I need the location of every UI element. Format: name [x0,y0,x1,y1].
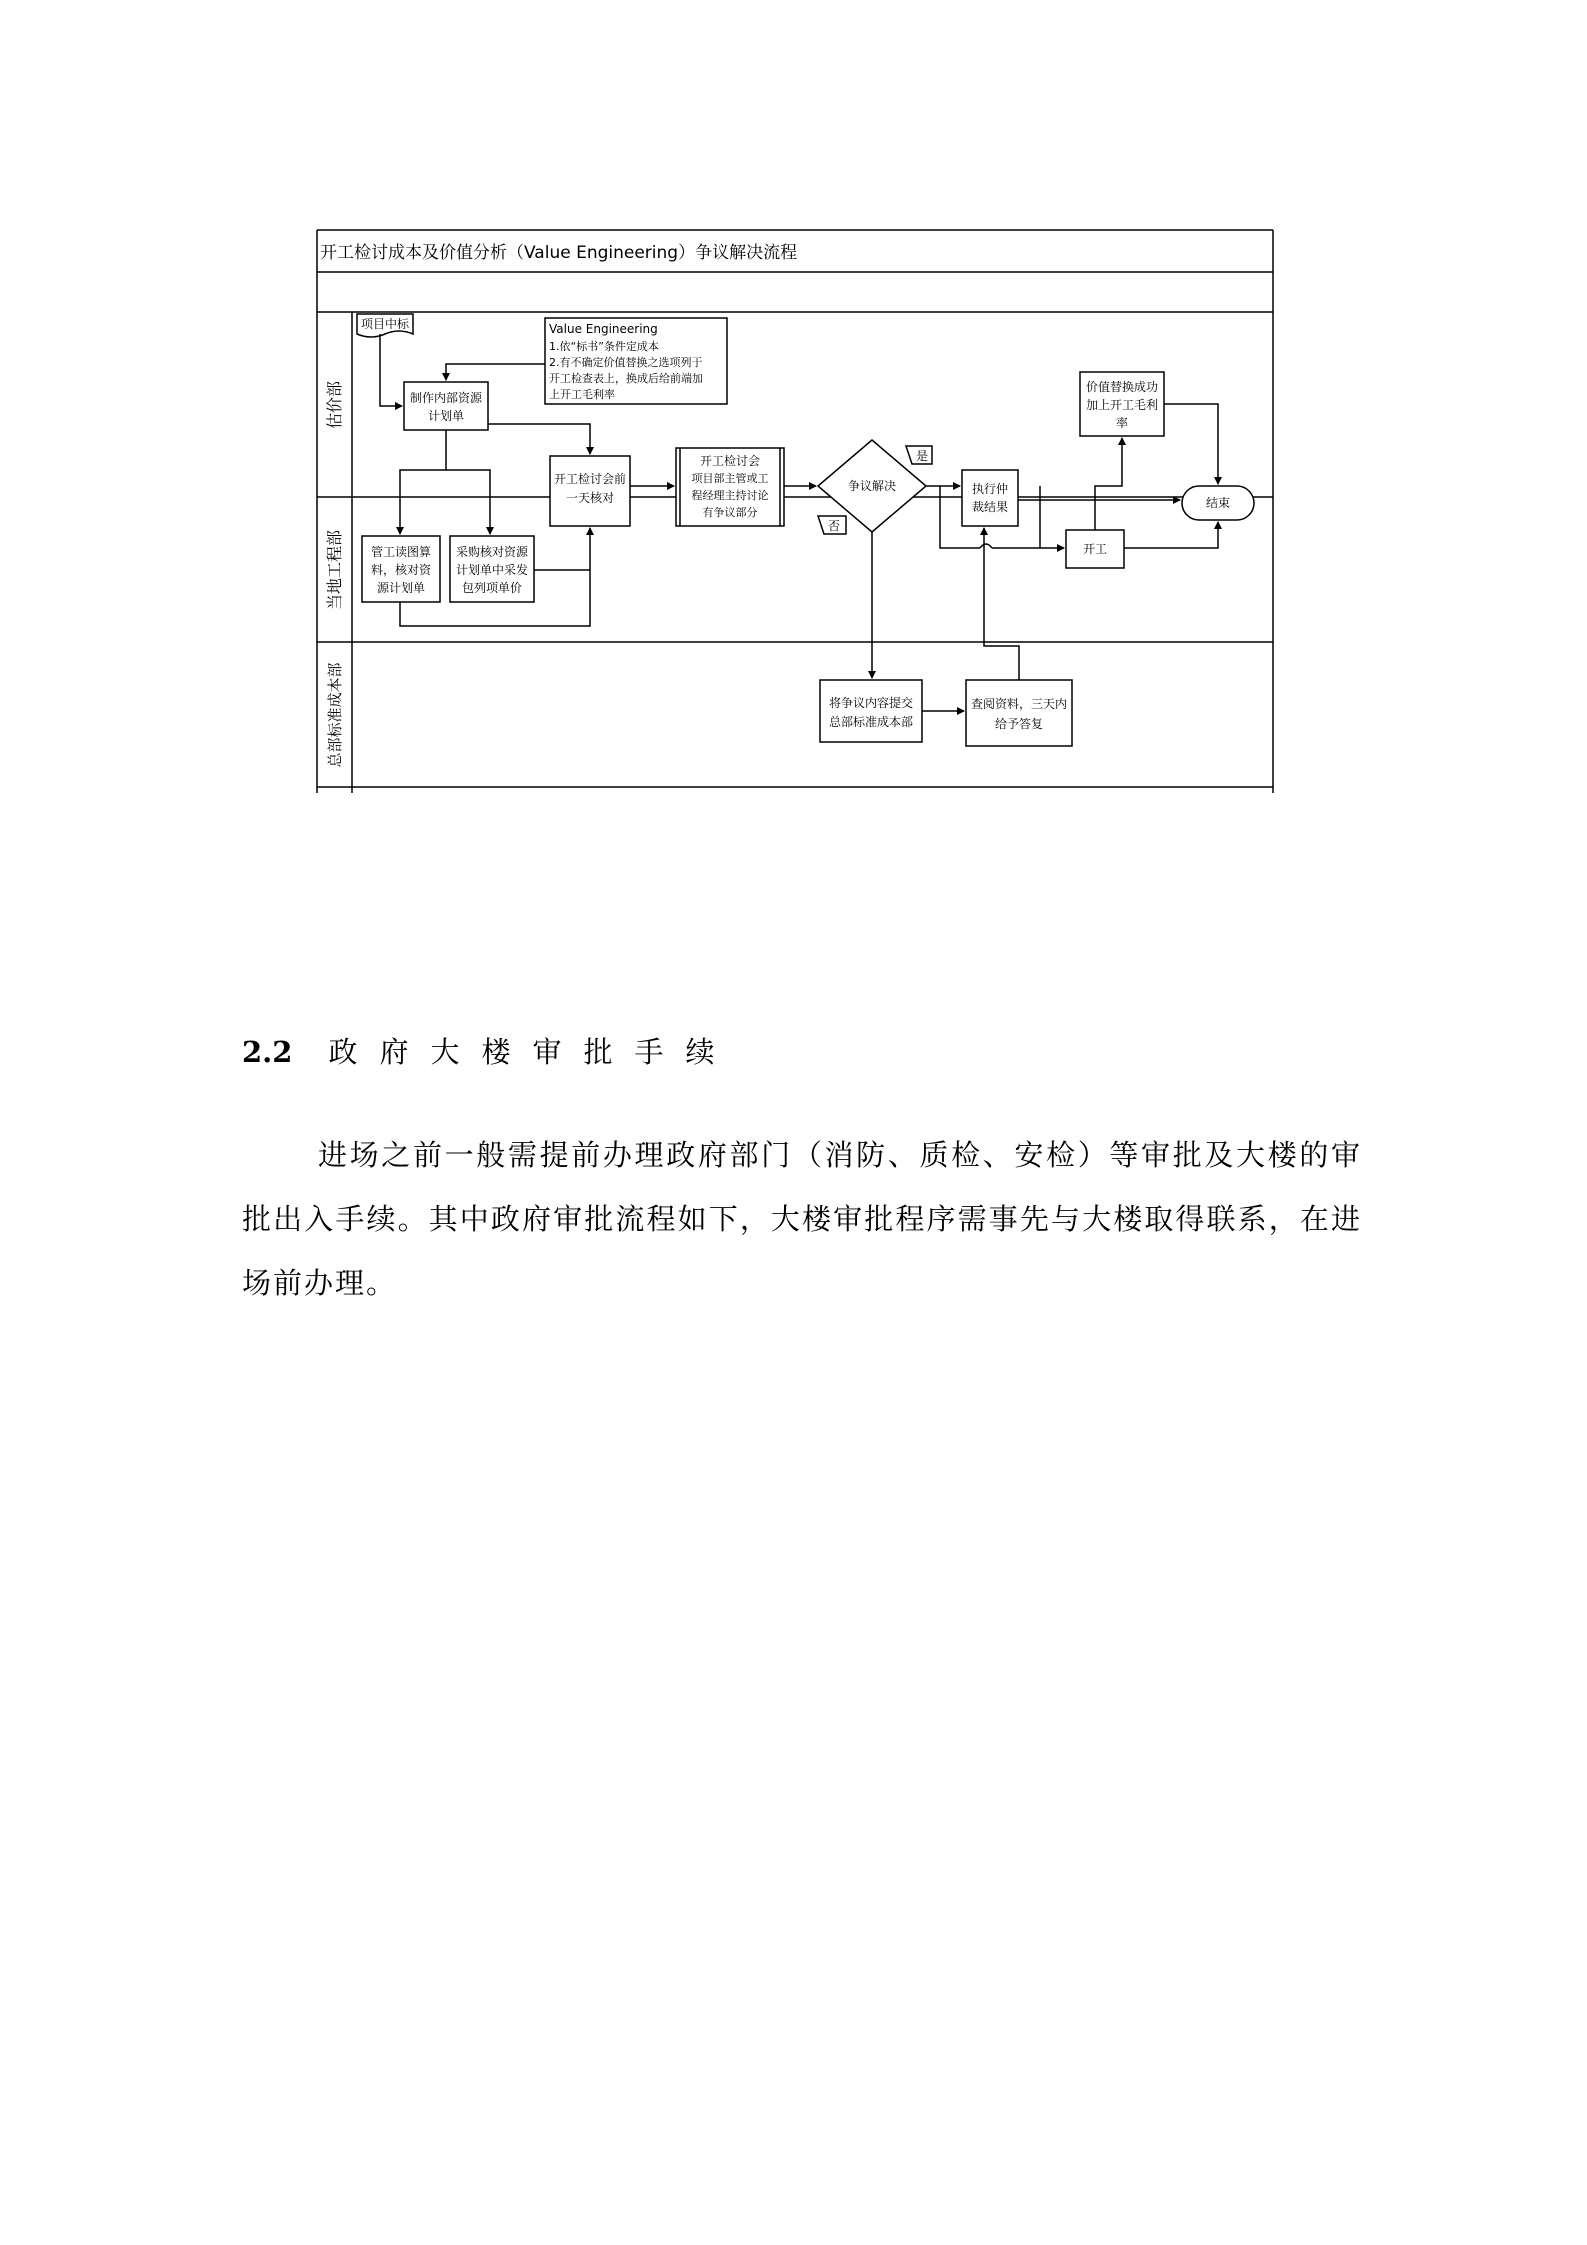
start-meeting-line-3: 程经理主持讨论 [691,489,769,502]
execute-arbitration-line-1: 执行仲 [971,482,1009,496]
hq-reply-line-1: 查阅资料，三天内 [970,697,1068,711]
no-label: 否 [827,519,841,533]
flowchart-title: 开工检讨成本及价值分析（Value Engineering）争议解决流程 [320,243,798,263]
internal-plan-line-2: 计划单 [427,409,465,423]
start-meeting-line-1: 开工检讨会 [699,454,761,468]
connector-value-to-end [1164,404,1218,484]
start-meeting-line-2: 项目部主管或工 [691,472,769,485]
dispute-decision-label: 争议解决 [847,479,897,493]
hq-reply-box [966,680,1072,746]
start-work-label: 开工 [1082,542,1108,556]
purchasing-check-line-3: 包列项单价 [461,581,523,595]
ve-note-line-1: Value Engineering [549,322,658,336]
ve-note-line-3: 2.有不确定价值替换之选项列于 [549,356,703,369]
flowchart [0,0,1587,800]
ve-note-line-2: 1.依“标书”条件定成本 [549,340,659,353]
pm-review-line-3: 源计划单 [376,581,426,595]
purchasing-check-line-1: 采购核对资源 [455,545,529,559]
section-title: 政府大楼审批手续 [328,1035,737,1069]
lane-label-hq-standard-cost: 总部标准成本部 [326,662,344,768]
section-number: 2.2 [242,1035,293,1069]
lane-label-local-engineering: 当地工程部 [325,529,344,611]
connector-reply-to-arbitration [984,528,1019,680]
lane-label-estimating: 估价部 [325,380,344,430]
execute-arbitration-line-2: 裁结果 [971,500,1009,514]
connector-project-to-plan [380,334,402,406]
project-win-label: 项目中标 [360,317,410,331]
hq-reply-line-2: 给予答复 [994,717,1044,731]
connector-plan-to-purchasing [446,470,490,534]
value-success-line-3: 率 [1115,416,1129,430]
value-success-line-2: 加上开工毛利 [1085,398,1159,412]
submit-hq-line-2: 总部标准成本部 [828,715,914,729]
submit-hq-line-1: 将争议内容提交 [828,696,914,710]
submit-hq-box [820,680,922,742]
ve-note-line-4: 开工检查表上，换成后给前端加 [549,372,703,385]
connector-plan-split [400,430,446,534]
yes-label: 是 [915,449,929,463]
value-success-line-1: 价值替换成功 [1085,380,1159,394]
section-heading [242,1030,736,1074]
connector-startwork-to-end [1124,522,1218,548]
connector-plan-to-precheck [488,424,590,454]
pm-review-line-1: 管工读图算 [370,545,432,559]
pre-start-check-line-1: 开工检讨会前 [553,472,627,486]
internal-plan-line-1: 制作内部资源 [409,391,483,405]
connector-note-to-plan [446,364,545,380]
purchasing-check-line-2: 计划单中采发 [455,563,529,577]
body-paragraph: 进场之前一般需提前办理政府部门（消防、质检、安检）等审批及大楼的审批出入手续。其中政府审批流程如下，大楼审批程序需事先与大楼取得联系，在进场前办理。 [242,1138,1362,1300]
pre-start-check-line-2: 一天核对 [565,491,615,505]
pm-review-line-2: 料，核对资 [370,563,432,577]
connector-startwork-to-value [1095,438,1122,530]
start-meeting-line-4: 有争议部分 [702,506,758,519]
flowchart-frame [317,230,1273,793]
end-label: 结束 [1205,496,1231,510]
execute-arbitration-box [962,470,1018,526]
ve-note-line-5: 上开工毛利率 [549,388,615,401]
